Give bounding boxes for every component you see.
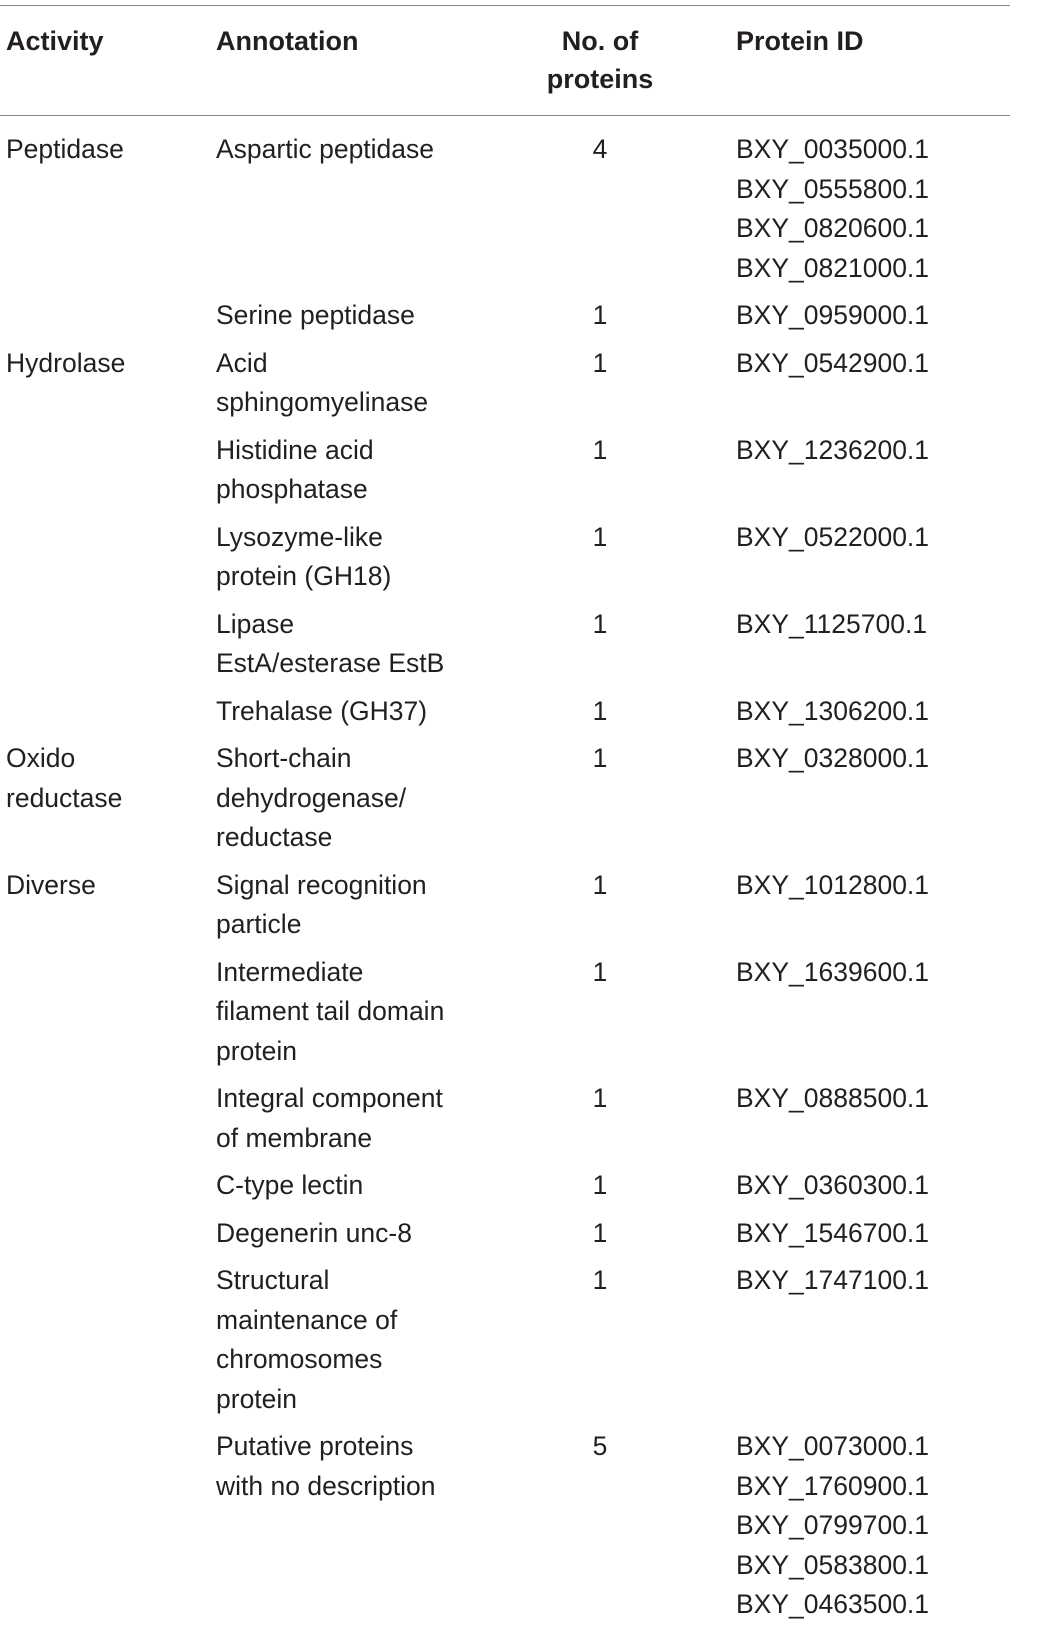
annotation-cell-line: C-type lectin — [216, 1170, 364, 1200]
annotation-cell-line: Trehalase (GH37) — [216, 695, 428, 726]
activity-cell-line: reductase — [6, 782, 123, 813]
count-cell: 1 — [592, 869, 608, 900]
protein-id-cell-line: BXY_1125700.1 — [736, 608, 928, 639]
protein-id-cell-line: BXY_0555800.1 — [736, 173, 930, 204]
table-row — [0, 739, 1010, 858]
table-row — [0, 1166, 1010, 1206]
protein-id-cell — [736, 1214, 996, 1254]
protein-id-cell-line: BXY_0888500.1 — [736, 1083, 930, 1113]
annotation-cell-line: Serine peptidase — [216, 300, 415, 330]
protein-id-cell — [736, 344, 996, 384]
table-row — [0, 1079, 1010, 1158]
protein-id-cell-line: BXY_0035000.1 — [736, 134, 930, 164]
protein-id-cell — [736, 1166, 996, 1206]
protein-id-cell-line: BXY_0073000.1 — [736, 1431, 930, 1461]
annotation-cell-line: protein — [216, 1035, 298, 1066]
header-count — [520, 22, 680, 98]
count-cell: 4 — [592, 134, 608, 164]
annotation-cell-line: phosphatase — [216, 474, 368, 504]
annotation-cell — [216, 692, 476, 732]
annotation-cell-line: protein (GH18) — [216, 561, 392, 591]
protein-id-cell-line: BXY_0820600.1 — [736, 213, 930, 243]
activity-cell-line: Hydrolase — [6, 347, 126, 378]
annotation-cell-line: reductase — [216, 822, 333, 852]
annotation-cell — [216, 605, 476, 684]
annotation-cell-line: dehydrogenase/ — [216, 782, 407, 813]
protein-id-cell — [736, 953, 996, 993]
protein-id-cell — [736, 1079, 996, 1119]
annotation-cell-line: chromosomes — [216, 1344, 383, 1374]
protein-id-cell-line: BXY_1546700.1 — [736, 1217, 930, 1248]
annotation-cell-line: Short-chain — [216, 743, 352, 773]
annotation-cell — [216, 130, 476, 170]
header-protein-id: Protein ID — [736, 26, 864, 56]
annotation-cell — [216, 1166, 476, 1206]
protein-id-cell — [736, 431, 996, 471]
count-cell: 1 — [592, 1083, 608, 1113]
annotation-cell-line: Putative proteins — [216, 1431, 414, 1461]
header-annotation: Annotation — [216, 26, 359, 56]
table-header-rule — [0, 115, 1010, 116]
annotation-cell — [216, 344, 476, 423]
protein-id-cell-line: BXY_0799700.1 — [736, 1510, 930, 1540]
table-row — [0, 344, 1010, 423]
annotation-cell-line: EstA/esterase EstB — [216, 648, 445, 678]
annotation-cell-line: Degenerin unc-8 — [216, 1217, 412, 1248]
annotation-cell-line: Aspartic peptidase — [216, 134, 435, 164]
activity-cell — [6, 130, 196, 170]
table-row — [0, 1261, 1010, 1419]
protein-id-cell — [736, 1427, 996, 1625]
annotation-cell-line: Signal recognition — [216, 869, 427, 900]
protein-id-cell-line: BXY_0583800.1 — [736, 1549, 930, 1580]
table-row — [0, 605, 1010, 684]
protein-id-cell — [736, 296, 996, 336]
count-cell: 1 — [592, 434, 608, 465]
count-cell: 1 — [592, 521, 608, 552]
annotation-cell — [216, 1427, 476, 1506]
annotation-cell-line: protein — [216, 1383, 298, 1414]
protein-id-cell-line: BXY_0522000.1 — [736, 521, 930, 552]
protein-id-cell-line: BXY_0542900.1 — [736, 347, 930, 378]
annotation-cell — [216, 518, 476, 597]
table-row — [0, 866, 1010, 945]
protein-id-cell-line: BXY_0821000.1 — [736, 252, 930, 283]
count-cell: 1 — [592, 956, 608, 987]
protein-id-cell-line: BXY_0959000.1 — [736, 300, 930, 330]
annotation-cell — [216, 1261, 476, 1419]
count-cell: 1 — [592, 1170, 608, 1200]
protein-id-cell — [736, 692, 996, 732]
annotation-cell-line: filament tail domain — [216, 996, 445, 1026]
protein-id-cell-line: BXY_0328000.1 — [736, 743, 930, 773]
annotation-cell-line: Structural — [216, 1265, 330, 1295]
annotation-cell-line: Acid — [216, 347, 268, 378]
annotation-cell-line: sphingomyelinase — [216, 387, 429, 417]
header-activity: Activity — [6, 26, 104, 56]
activity-cell-line: Peptidase — [6, 134, 124, 164]
count-cell: 1 — [592, 1265, 608, 1295]
table-body — [0, 130, 1010, 1633]
annotation-cell-line: particle — [216, 909, 302, 939]
protein-id-cell-line: BXY_1012800.1 — [736, 869, 930, 900]
protein-id-cell-line: BXY_1236200.1 — [736, 434, 930, 465]
annotation-cell-line: with no description — [216, 1470, 436, 1501]
count-cell: 1 — [592, 695, 608, 726]
annotation-cell-line: Lysozyme-like — [216, 521, 383, 552]
count-cell: 1 — [592, 608, 608, 639]
annotation-cell — [216, 739, 476, 858]
protein-id-cell — [736, 130, 996, 288]
annotation-cell-line: of membrane — [216, 1122, 373, 1153]
activity-cell-line: Oxido — [6, 743, 76, 773]
activity-cell — [6, 344, 196, 384]
table-row — [0, 692, 1010, 732]
activity-cell — [6, 866, 196, 906]
activity-cell-line: Diverse — [6, 869, 96, 900]
annotation-cell — [216, 1079, 476, 1158]
annotation-cell — [216, 953, 476, 1072]
protein-id-cell — [736, 866, 996, 906]
protein-id-cell-line: BXY_1639600.1 — [736, 956, 930, 987]
protein-id-cell-line: BXY_1747100.1 — [736, 1265, 930, 1295]
annotation-cell-line: Lipase — [216, 608, 295, 639]
table-header — [0, 22, 1010, 102]
activity-cell — [6, 739, 196, 818]
annotation-cell — [216, 431, 476, 510]
protein-id-cell-line: BXY_1306200.1 — [736, 695, 930, 726]
annotation-cell — [216, 296, 476, 336]
header-count-line2: proteins — [546, 64, 654, 94]
count-cell: 5 — [592, 1431, 608, 1461]
annotation-cell — [216, 1214, 476, 1254]
table-row — [0, 953, 1010, 1072]
header-count-line1: No. of — [561, 26, 639, 56]
annotation-cell-line: Integral component — [216, 1083, 443, 1113]
count-cell: 1 — [592, 1217, 608, 1248]
protein-id-cell — [736, 1261, 996, 1301]
table-row — [0, 518, 1010, 597]
table-row — [0, 1427, 1010, 1625]
protein-id-cell — [736, 518, 996, 558]
protein-id-cell-line: BXY_0360300.1 — [736, 1170, 930, 1200]
table-row — [0, 431, 1010, 510]
annotation-cell — [216, 866, 476, 945]
count-cell: 1 — [592, 743, 608, 773]
protein-id-cell — [736, 605, 996, 645]
count-cell: 1 — [592, 300, 608, 330]
table-row — [0, 130, 1010, 288]
table-row — [0, 1214, 1010, 1254]
table-top-rule — [0, 5, 1010, 6]
annotation-cell-line: Histidine acid — [216, 434, 374, 465]
table-row — [0, 296, 1010, 336]
protein-id-cell-line: BXY_1760900.1 — [736, 1470, 930, 1501]
annotation-cell-line: maintenance of — [216, 1304, 398, 1335]
count-cell: 1 — [592, 347, 608, 378]
annotation-cell-line: Intermediate — [216, 956, 364, 987]
protein-id-cell — [736, 739, 996, 779]
protein-id-cell-line: BXY_0463500.1 — [736, 1589, 930, 1619]
